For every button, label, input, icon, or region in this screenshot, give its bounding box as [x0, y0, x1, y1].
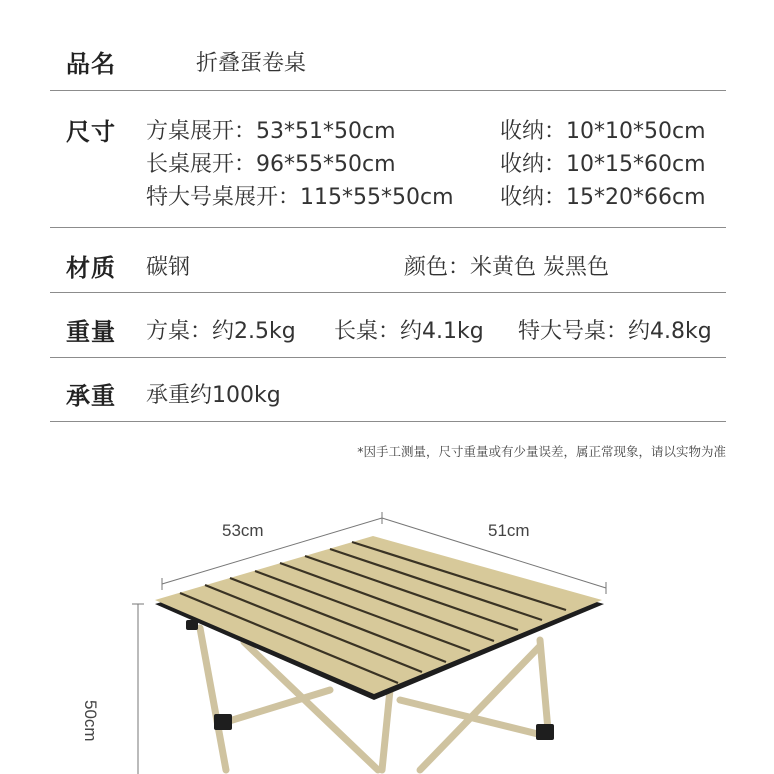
- folding-table-illustration: [0, 500, 774, 774]
- size-xl-stored: 收纳：15*20*66cm: [500, 185, 706, 210]
- size-long-stored: 收纳：10*15*60cm: [500, 152, 706, 177]
- width-dimension-label: 53cm: [222, 521, 264, 540]
- divider: [50, 357, 726, 358]
- weight-long: 长桌：约4.1kg: [334, 319, 484, 344]
- material-value: 碳钢: [146, 255, 191, 280]
- depth-dimension-label: 51cm: [488, 521, 530, 540]
- product-name-value: 折叠蛋卷桌: [196, 51, 307, 76]
- size-square-stored: 收纳：10*10*50cm: [500, 119, 706, 144]
- divider: [50, 227, 726, 228]
- size-long-open: 长桌展开：96*55*50cm: [146, 152, 396, 177]
- size-square-open: 方桌展开：53*51*50cm: [146, 119, 396, 144]
- tabletop: [155, 536, 604, 700]
- color-options: 颜色：米黄色 炭黑色: [404, 255, 609, 280]
- label-weight: 重量: [66, 318, 116, 346]
- label-size: 尺寸: [66, 118, 116, 146]
- label-product-name: 品名: [66, 50, 116, 78]
- divider: [50, 421, 726, 422]
- load-value: 承重约100kg: [146, 383, 281, 408]
- divider: [50, 292, 726, 293]
- size-xl-open: 特大号桌展开：115*55*50cm: [146, 185, 454, 210]
- label-load: 承重: [66, 382, 116, 410]
- weight-xl: 特大号桌：约4.8kg: [518, 319, 712, 344]
- divider: [50, 90, 726, 91]
- weight-square: 方桌：约2.5kg: [146, 319, 296, 344]
- height-dimension-label: 50cm: [81, 700, 100, 742]
- label-material: 材质: [66, 254, 116, 282]
- measurement-note: *因手工测量，尺寸重量或有少量误差，属正常现象，请以实物为准: [357, 444, 726, 459]
